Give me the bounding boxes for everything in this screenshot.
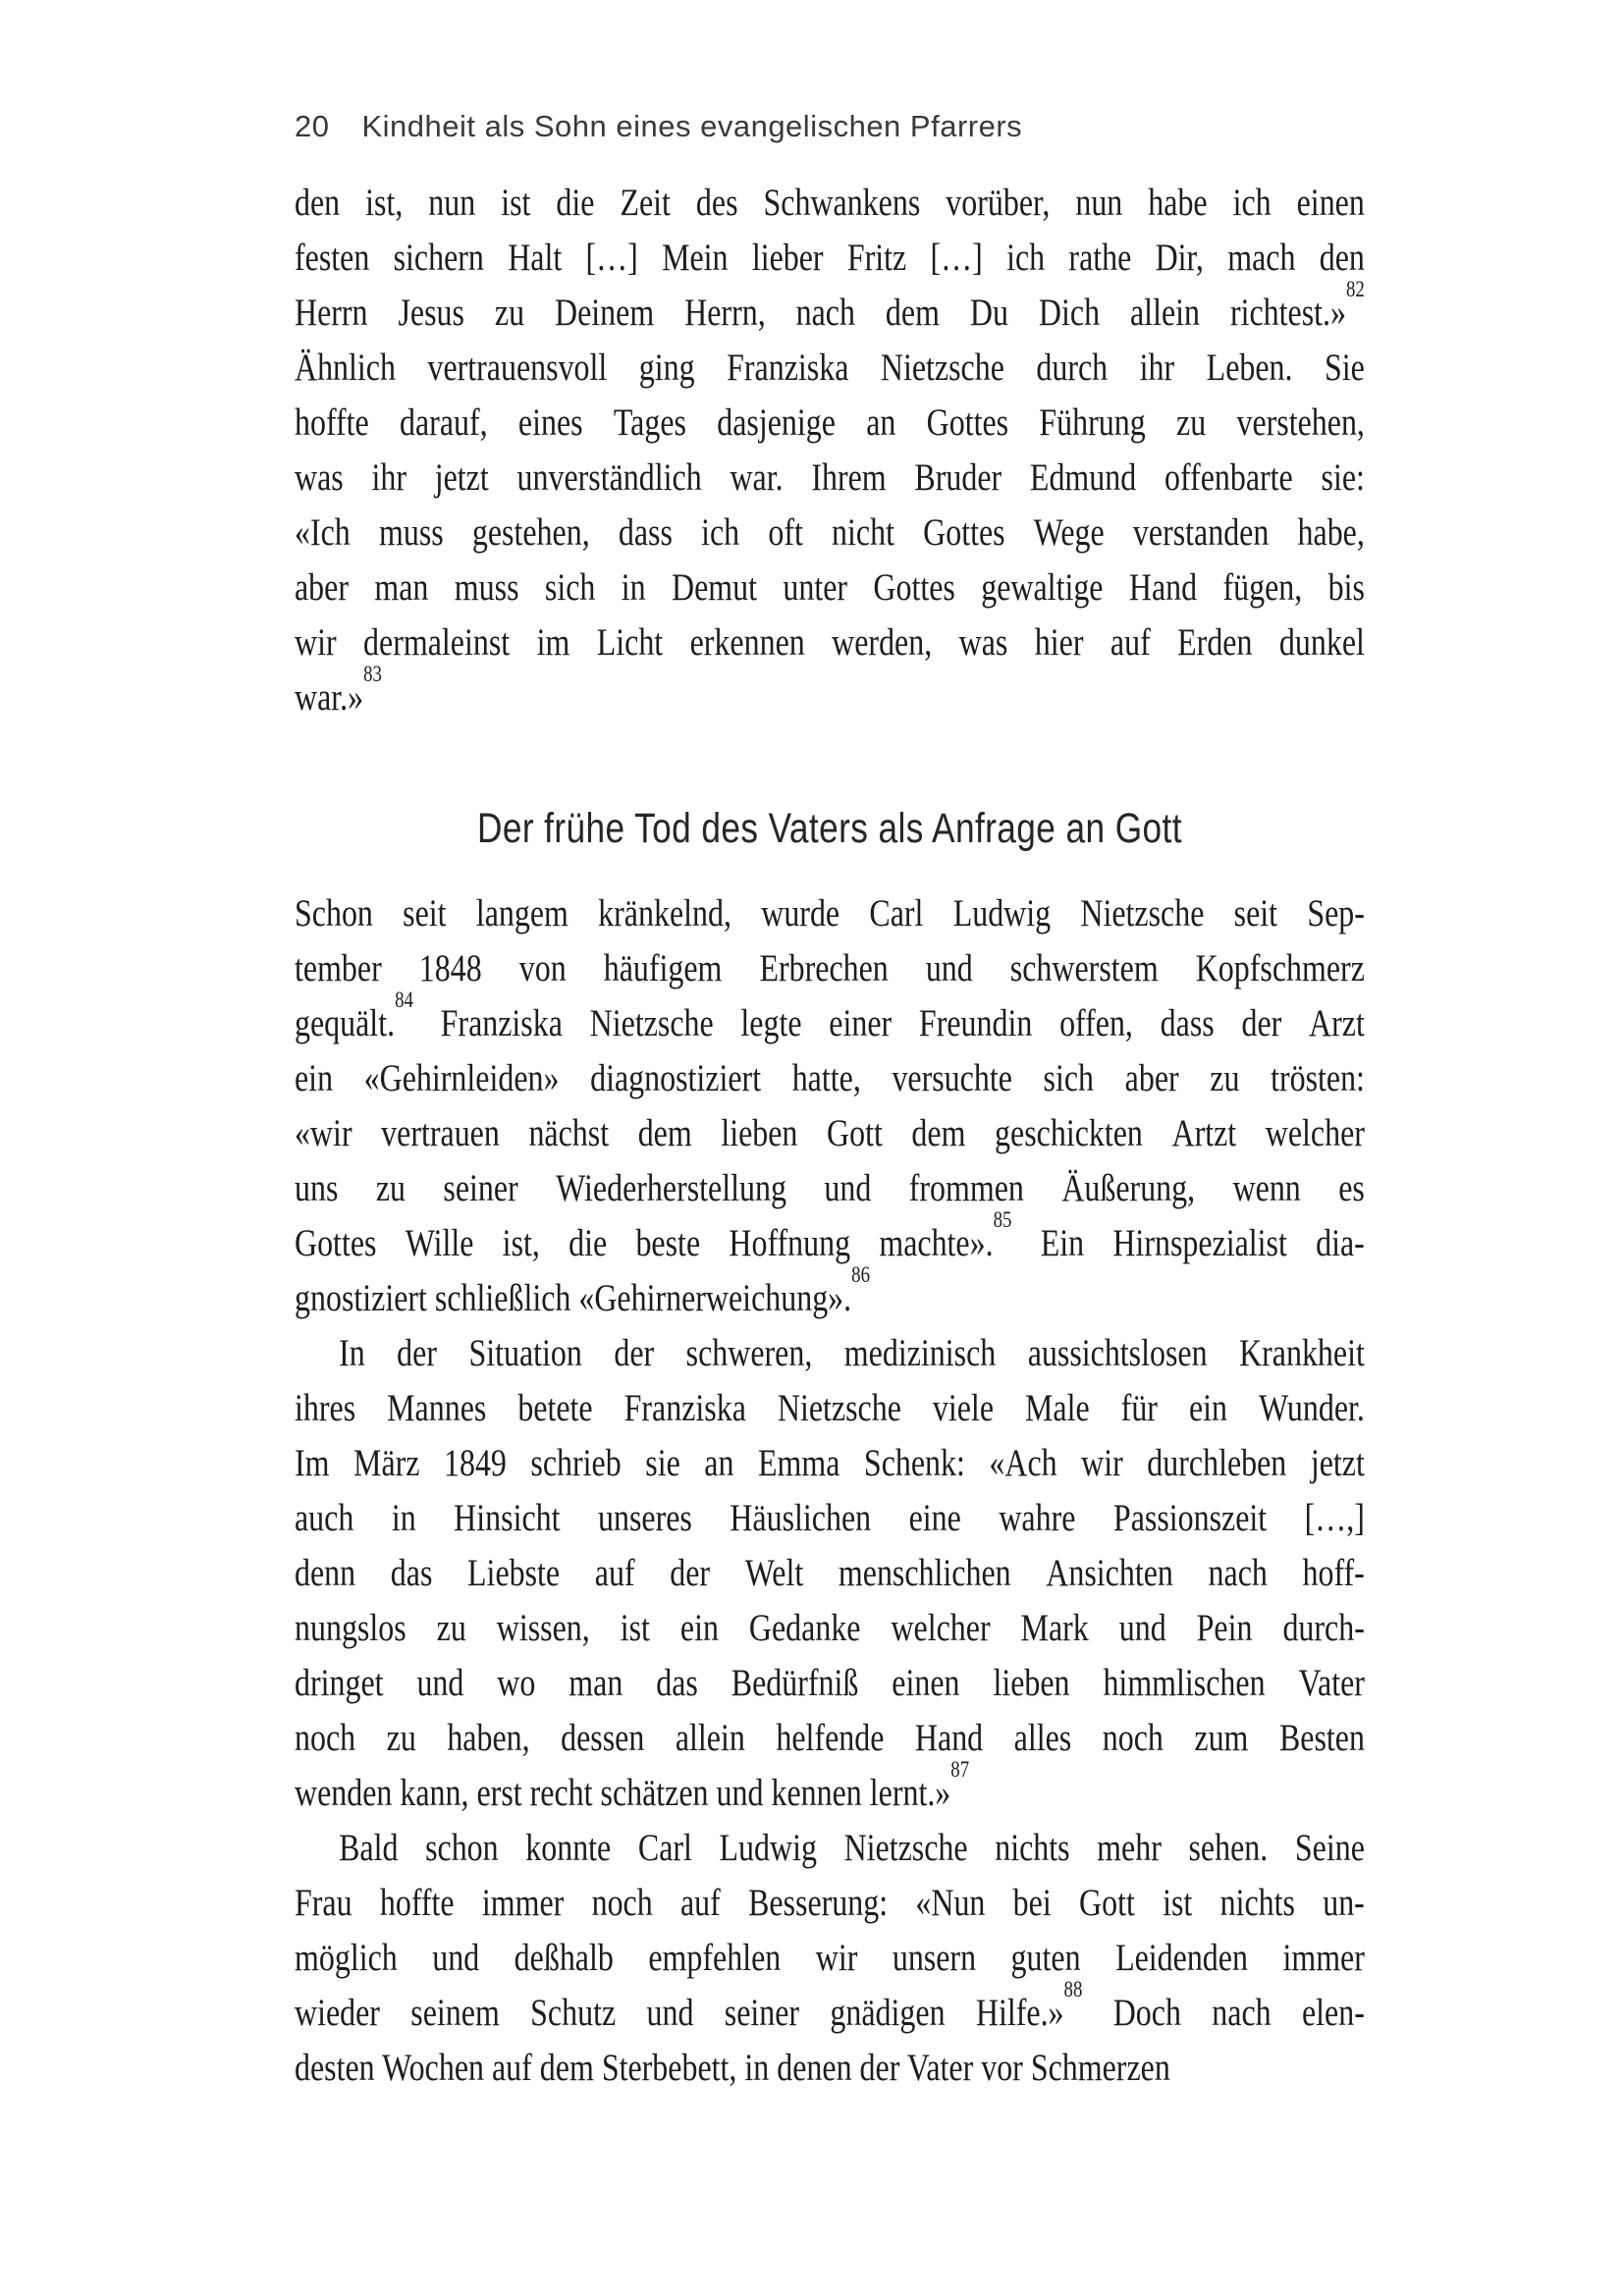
footnote-reference: 83	[363, 662, 382, 686]
text-line: festen sichern Halt […] Mein lieber Fritz […] ich rathe Dir, mach den	[295, 237, 1365, 279]
text-line: tember 1848 von häufigem Erbrechen und schwerstem Kopfschmerz	[295, 947, 1365, 989]
text-line: Herrn Jesus zu Deinem Herrn, nach dem Du Dich allein richtest.»$^{82}$	[295, 277, 1365, 334]
text-line: wieder seinem Schutz und seiner gnädigen Hilfe.»$^{88}$ Doch nach elen-	[295, 1977, 1365, 2034]
text-line: gequält.$^{84}$ Franziska Nietzsche legte einer Freundin offen, dass der Arzt	[295, 988, 1365, 1044]
text-line: Schon seit langem kränkelnd, wurde Carl Ludwig Nietzsche seit Sep-	[295, 892, 1365, 934]
body-paragraph	[295, 176, 1365, 725]
text-line: aber man muss sich in Demut unter Gottes gewaltige Hand fügen, bis	[295, 566, 1365, 609]
text-line: gnostiziert schließlich «Gehirnerweichung».$^{86}$	[295, 1262, 870, 1319]
text-line: Ähnlich vertrauensvoll ging Franziska Nietzsche durch ihr Leben. Sie	[295, 347, 1365, 389]
body-paragraph	[295, 1821, 1365, 2096]
text-line: Frau hoffte immer noch auf Besserung: «Nun bei Gott ist nichts un-	[295, 1882, 1365, 1924]
chapter-title: Kindheit als Sohn eines evangelischen Pfarrers	[361, 109, 1023, 143]
text-line: In der Situation der schweren, medizinisch aussichtslosen Krankheit	[339, 1332, 1365, 1374]
text-line: uns zu seiner Wiederherstellung und frommen Äußerung, wenn es	[295, 1167, 1365, 1209]
body-paragraph	[295, 886, 1365, 1326]
section-heading: Der frühe Tod des Vaters als Anfrage an Gott	[476, 805, 1182, 852]
text-line: ihres Mannes betete Franziska Nietzsche viele Male für ein Wunder.	[295, 1387, 1365, 1429]
footnote-reference: 88	[1063, 1977, 1083, 2002]
text-line: auch in Hinsicht unseres Häuslichen eine wahre Passionszeit […,]	[295, 1497, 1365, 1539]
text-line: Gottes Wille ist, die beste Hoffnung machte».$^{85}$ Ein Hirnspezialist dia-	[295, 1207, 1365, 1264]
text-line: desten Wochen auf dem Sterbebett, in denen der Vater vor Schmerzen	[295, 2047, 1170, 2089]
text-line: denn das Liebste auf der Welt menschlichen Ansichten nach hoff-	[295, 1552, 1365, 1594]
running-header	[295, 110, 1022, 143]
body-paragraph	[295, 1326, 1365, 1821]
text-line: Bald schon konnte Carl Ludwig Nietzsche nichts mehr sehen. Seine	[339, 1827, 1365, 1869]
text-line: hoffte darauf, eines Tages dasjenige an Gottes Führung zu verstehen,	[295, 401, 1365, 444]
text-line: möglich und deßhalb empfehlen wir unsern guten Leidenden immer	[295, 1937, 1365, 1979]
text-line: was ihr jetzt unverständlich war. Ihrem Bruder Edmund offenbarte sie:	[295, 456, 1365, 499]
text-column	[295, 176, 1365, 2096]
text-line: den ist, nun ist die Zeit des Schwankens vorüber, nun habe ich einen	[295, 182, 1365, 224]
text-line: wir dermaleinst im Licht erkennen werden, was hier auf Erden dunkel	[295, 621, 1365, 664]
text-line: war.»$^{83}$	[295, 662, 382, 719]
text-line: Im März 1849 schrieb sie an Emma Schenk: «Ach wir durchleben jetzt	[295, 1442, 1365, 1484]
text-line: wenden kann, erst recht schätzen und kennen lernt.»$^{87}$	[295, 1757, 970, 1814]
footnote-reference: 87	[950, 1757, 970, 1782]
text-line: nungslos zu wissen, ist ein Gedanke welcher Mark und Pein durch-	[295, 1607, 1365, 1649]
text-line: ein «Gehirnleiden» diagnostiziert hatte, versuchte sich aber zu trösten:	[295, 1057, 1365, 1099]
text-line: dringet und wo man das Bedürfniß einen lieben himmlischen Vater	[295, 1662, 1365, 1704]
footnote-reference: 85	[993, 1207, 1012, 1232]
footnote-reference: 86	[851, 1262, 870, 1287]
text-line: noch zu haben, dessen allein helfende Hand alles noch zum Besten	[295, 1717, 1365, 1759]
text-line: «wir vertrauen nächst dem lieben Gott dem geschickten Artzt welcher	[295, 1112, 1365, 1154]
footnote-reference: 84	[395, 988, 413, 1012]
footnote-reference: 82	[1345, 277, 1365, 301]
page-number: 20	[295, 109, 330, 143]
text-line: «Ich muss gestehen, dass ich oft nicht Gottes Wege verstanden habe,	[295, 511, 1365, 554]
